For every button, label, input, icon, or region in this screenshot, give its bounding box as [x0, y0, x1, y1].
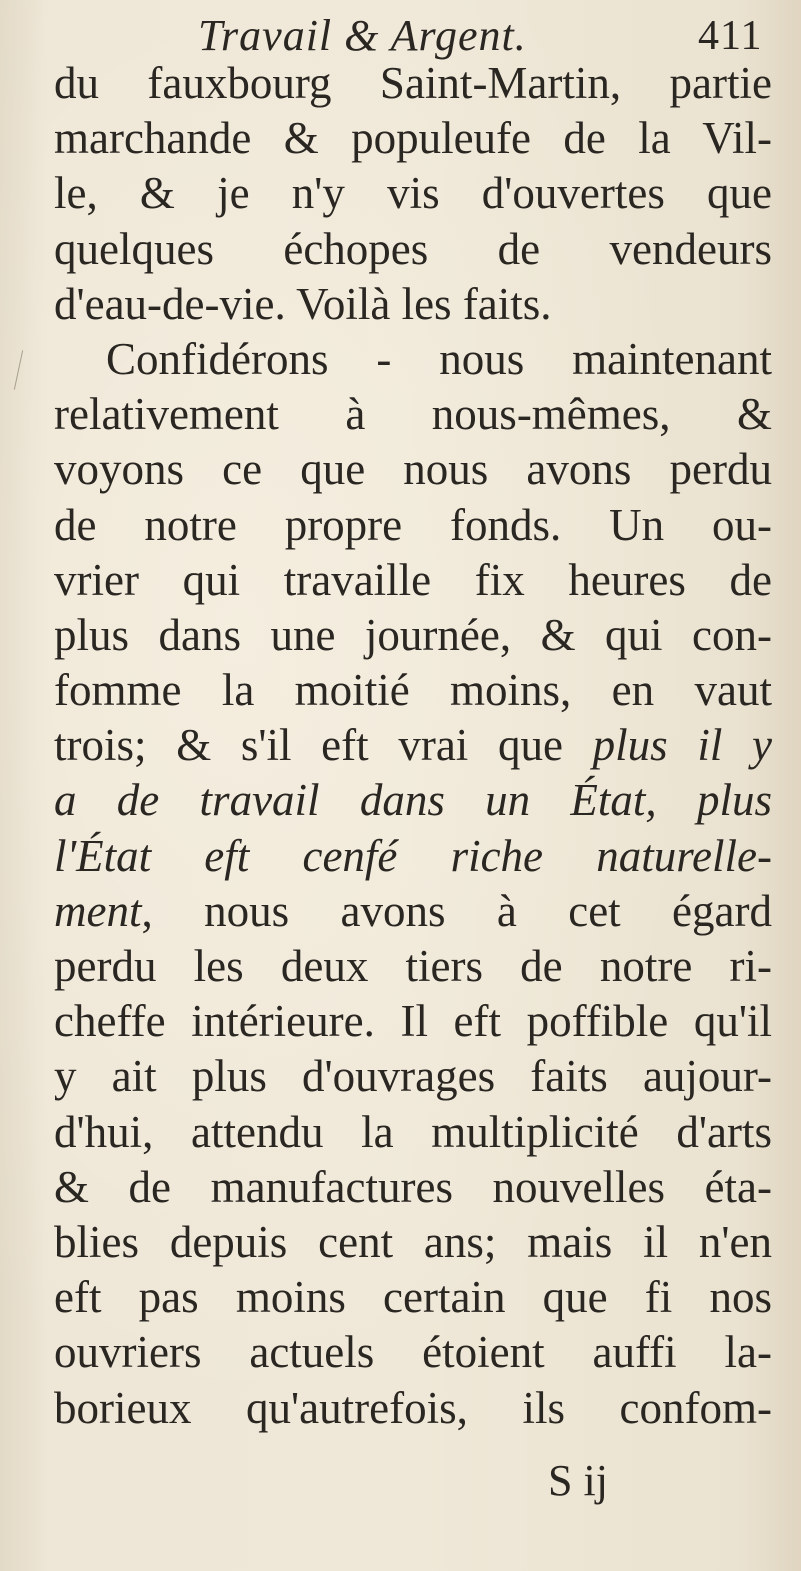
text-line: de notre propre fonds. Un ou- — [54, 499, 772, 550]
text-line: cheffe intérieure. Il eft poffible qu'il — [54, 996, 772, 1047]
text-line: le, & je n'y vis d'ouvertes que — [54, 168, 772, 219]
text-line: eft pas moins certain que fi nos — [54, 1272, 772, 1323]
text-line: y ait plus d'ouvrages faits aujour- — [54, 1051, 772, 1102]
text-line: fomme la moitié moins, en vaut — [54, 665, 772, 716]
text-line: d'hui, attendu la multiplicité d'arts — [54, 1106, 772, 1157]
text-line: perdu les deux tiers de notre ri- — [54, 941, 772, 991]
text-line: ment, nous avons à cet égard — [54, 885, 772, 936]
text-line: vrier qui travaille fix heures de — [54, 554, 772, 605]
running-title: Travail & Argent. — [198, 11, 527, 60]
text-line: trois; & s'il eft vrai que plus il y — [54, 720, 772, 771]
text-line: ouvriers actuels étoient auffi la- — [54, 1327, 772, 1378]
text-line: Confidérons - nous maintenant — [106, 333, 772, 384]
text-line: quelques échopes de vendeurs — [54, 223, 772, 274]
text-line: l'État eft cenfé riche naturelle- — [54, 830, 772, 881]
signature-mark: S ij — [548, 1456, 608, 1505]
text-line: a de travail dans un État, plus — [54, 775, 772, 826]
text-line: d'eau-de-vie. Voilà les faits. — [54, 278, 552, 329]
text-line: voyons ce que nous avons perdu — [54, 444, 772, 495]
text-line: & de manufactures nouvelles éta- — [54, 1161, 772, 1212]
text-line: marchande & populeufe de la Vil- — [54, 113, 772, 164]
page-number: 411 — [698, 13, 763, 59]
text-line: blies depuis cent ans; mais il n'en — [54, 1216, 772, 1267]
body-text — [54, 56, 772, 1436]
text-line: du fauxbourg Saint-Martin, partie — [54, 58, 772, 108]
margin-mark — [14, 350, 23, 389]
text-line: plus dans une journée, & qui con- — [54, 609, 772, 660]
text-line: relativement à nous-mêmes, & — [54, 389, 772, 440]
text-line: borieux qu'autrefois, ils confom- — [54, 1382, 772, 1433]
